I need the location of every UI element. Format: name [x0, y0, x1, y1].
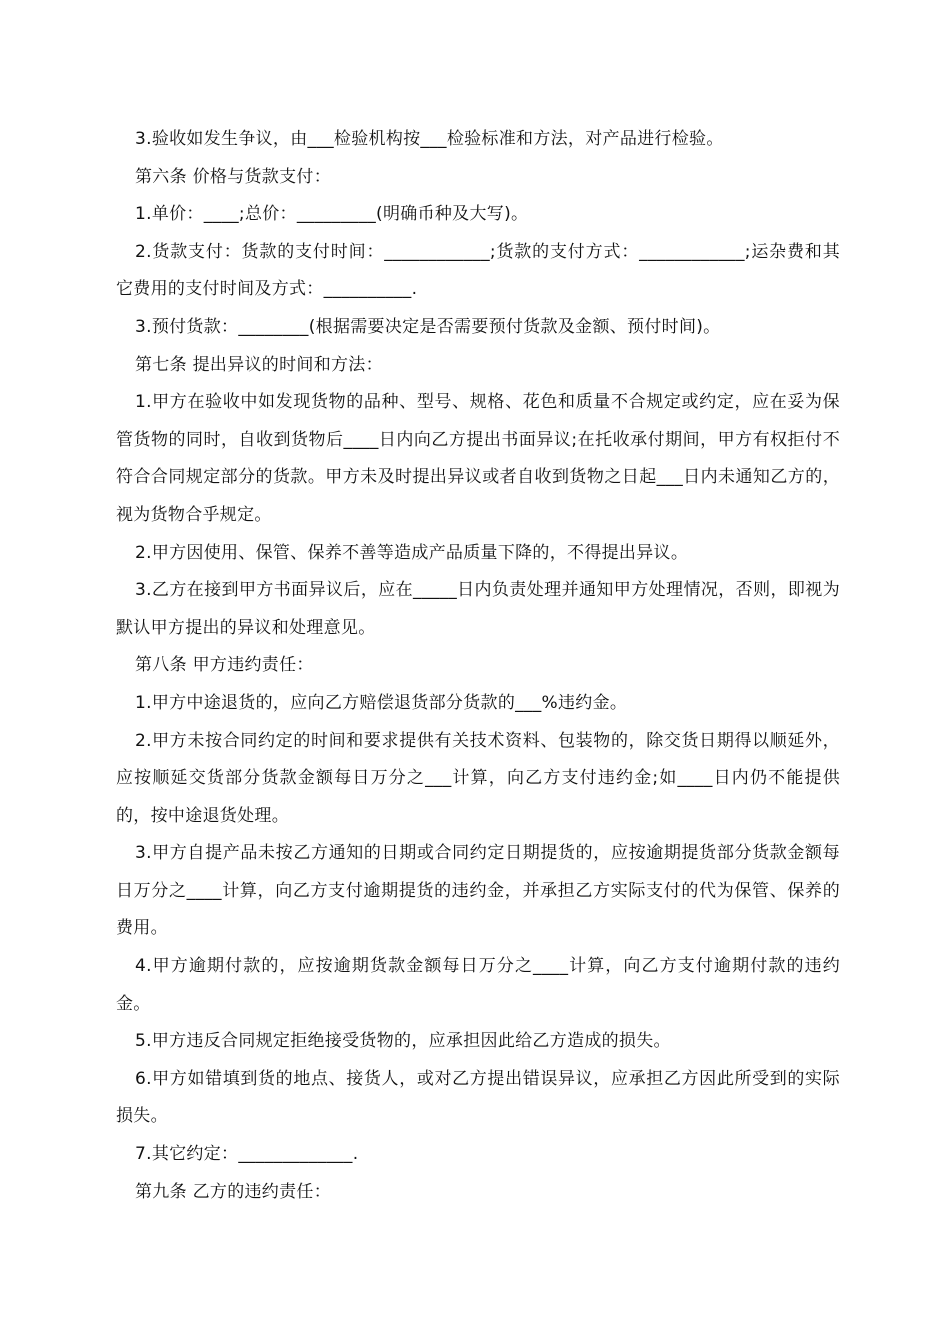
- clause-8-item-1: 1.甲方中途退货的，应向乙方赔偿退货部分货款的___%违约金。: [135, 692, 628, 713]
- clause-5-item-3: 3.验收如发生争议，由___检验机构按___检验标准和方法，对产品进行检验。: [135, 129, 724, 149]
- clause-6-item-1: 1.单价：____;总价：_________(明确币种及大写)。: [135, 204, 529, 225]
- clause-8-item-3: 3.甲方自提产品未按乙方通知的日期或合同约定日期提货的，应按逾期提货部分货款金额每日万分之____计算，向乙方支付逾期提货的违约金，并承担乙方实际支付的代为保管、保养的费用。: [116, 843, 840, 939]
- clause-7-item-2: 2.甲方因使用、保管、保养不善等造成产品质量下降的，不得提出异议。: [135, 542, 689, 563]
- article-7-heading: 第七条 提出异议的时间和方法：: [135, 354, 383, 375]
- clause-8-item-5: 5.甲方违反合同规定拒绝接受货物的，应承担因此给乙方造成的损失。: [135, 1031, 671, 1052]
- clause-7-item-1: 1.甲方在验收中如发现货物的品种、型号、规格、花色和质量不合规定或约定，应在妥为保管货物的同时，自收到货物后____日内向乙方提出书面异议;在托收承付期间，甲方有权拒付不符合合同规定部分的货款。甲方未及时提出异议或者自收到货物之日起___日内未通知乙方的，视为货物合乎规定。: [116, 392, 840, 525]
- clause-8-item-6: 6.甲方如错填到货的地点、接货人，或对乙方提出错误异议，应承担乙方因此所受到的实际损失。: [116, 1068, 840, 1127]
- clause-7-item-3: 3.乙方在接到甲方书面异议后，应在_____日内负责处理并通知甲方处理情况，否则，即视为默认甲方提出的异议和处理意见。: [116, 580, 840, 638]
- document-body: [116, 121, 840, 1211]
- clause-6-item-2: 2.货款支付：货款的支付时间：____________;货款的支付方式：____________;运杂费和其它费用的支付时间及方式：__________.: [116, 241, 840, 300]
- clause-8-item-2: 2.甲方未按合同约定的时间和要求提供有关技术资料、包装物的，除交货日期得以顺延外，应按顺延交货部分货款金额每日万分之___计算，向乙方支付违约金;如____日内仍不能提供的，按中途退货处理。: [116, 730, 840, 826]
- article-6-heading: 第六条 价格与货款支付：: [135, 166, 332, 187]
- clause-8-item-4: 4.甲方逾期付款的，应按逾期货款金额每日万分之____计算，向乙方支付逾期付款的违约金。: [116, 956, 840, 1014]
- article-9-heading: 第九条 乙方的违约责任：: [135, 1181, 332, 1202]
- clause-8-item-7: 7.其它约定：_____________.: [135, 1144, 359, 1165]
- article-8-heading: 第八条 甲方违约责任：: [135, 655, 314, 676]
- clause-6-item-3: 3.预付货款：________(根据需要决定是否需要预付货款及金额、预付时间)。: [135, 316, 721, 337]
